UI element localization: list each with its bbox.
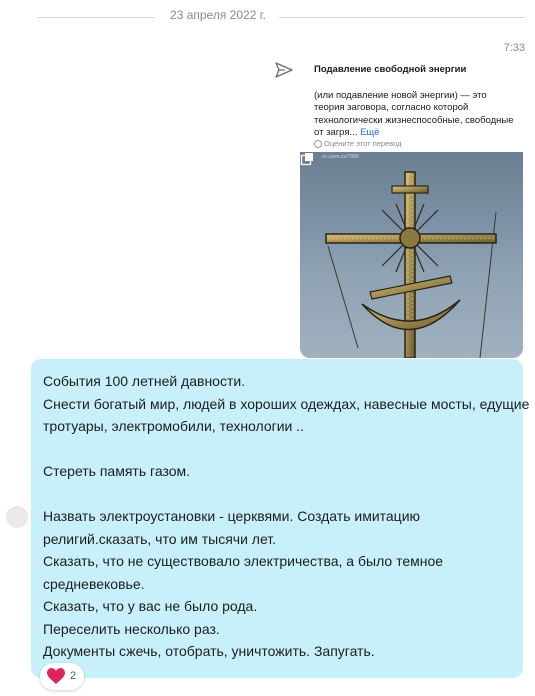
reaction-badge[interactable]	[40, 663, 84, 690]
date-divider-left	[37, 17, 155, 18]
message-line: средневековье.	[43, 575, 145, 592]
message-line: Снести богатый мир, людей в хороших одеждах, навесные мосты, едущие	[43, 395, 530, 412]
message-line: Сказать, что не существовало электричества, а было темное	[43, 553, 444, 569]
message-line: Стереть память газом.	[43, 463, 191, 479]
message-line: религий.сказать, что им тысячи лет.	[43, 530, 277, 547]
avatar	[6, 506, 28, 528]
expand-icon[interactable]	[300, 152, 314, 166]
gear-icon	[314, 140, 322, 148]
card-image[interactable]	[300, 152, 523, 358]
image-caption: m.i.avm.co/7880	[322, 154, 359, 160]
date-separator	[0, 8, 535, 26]
message-line: Сказать, что у вас не было рода.	[43, 598, 258, 614]
card-text	[314, 64, 519, 140]
rate-translation[interactable]	[314, 139, 402, 148]
heart-icon	[47, 668, 65, 685]
message-line: События 100 летней давности.	[43, 373, 246, 389]
card-body-text: (или подавление новой энергии) — это теория заговора, согласно которой технологически жизнеспособные, свободные от загря...	[314, 89, 514, 138]
message-timestamp: 7:33	[503, 42, 525, 54]
message-line: тротуары, электромобили, технологии ..	[43, 418, 305, 434]
forward-icon[interactable]	[274, 60, 294, 80]
reaction-count: 2	[70, 670, 77, 682]
message-line: Переселить несколько раз.	[43, 620, 220, 637]
date-label: 23 апреля 2022 г.	[170, 8, 266, 22]
shared-link-card[interactable]	[300, 56, 523, 358]
message-line: Документы сжечь, отобрать, уничтожить. Запугать.	[43, 643, 375, 659]
card-title: Подавление свободной энергии	[314, 64, 467, 75]
rate-translation-label: Оцените этот перевод	[324, 139, 402, 148]
date-divider-right	[279, 17, 525, 18]
card-body	[314, 90, 519, 140]
message-line: Назвать электроустановки - церквями. Создать имитацию	[43, 508, 421, 524]
cross-illustration	[300, 152, 523, 358]
card-more-link[interactable]: Ещё	[360, 127, 380, 138]
